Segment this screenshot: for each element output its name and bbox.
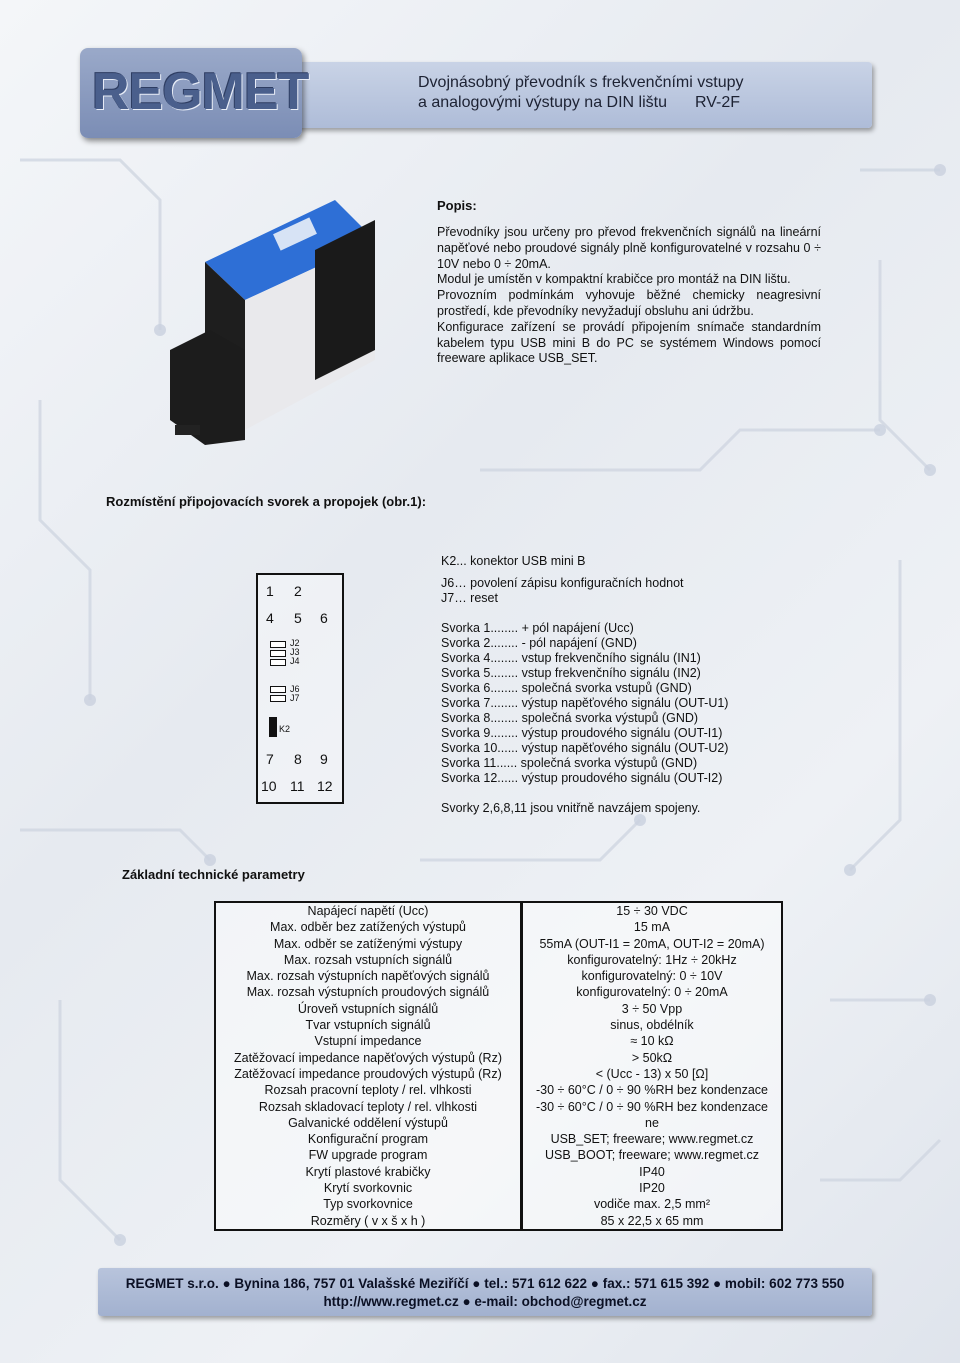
spec-value: 15 ÷ 30 VDC <box>616 904 688 918</box>
terminal-label: 6 <box>320 610 328 626</box>
spec-value: 55mA (OUT-I1 = 20mA, OUT-I2 = 20mA) <box>539 936 765 951</box>
jumper-label: J3 <box>290 647 300 657</box>
terminal-label: 10 <box>261 778 277 794</box>
legend-item: Svorka 10...... výstup napěťového signálu (OUT-U2) <box>441 741 729 755</box>
spec-label: Zatěžovací impedance napěťových výstupů (Rz) <box>215 1050 522 1066</box>
spec-row <box>215 1196 782 1212</box>
spec-label: Krytí plastové krabičky <box>215 1164 522 1180</box>
legend-item: Svorka 12...... výstup proudového signálu (OUT-I2) <box>441 771 723 785</box>
spec-label: Max. rozsah výstupních proudových signálů <box>215 984 522 1000</box>
terminal-label: 8 <box>294 751 302 767</box>
spec-value: 3 ÷ 50 Vpp <box>621 1001 683 1016</box>
footer-contact: REGMET s.r.o. ● Bynina 186, 757 01 Valašské Meziříčí ● tel.: 571 612 622 ● fax.: 571 615 392 ● mobil: 602 773 550 <box>125 1276 845 1291</box>
legend-item: Svorka 2........ - pól napájení (GND) <box>441 636 637 650</box>
terminal-label: 11 <box>290 778 305 794</box>
spec-value: USB_BOOT; freeware; www.regmet.cz <box>545 1148 759 1163</box>
spec-row <box>215 1033 782 1049</box>
product-image <box>165 190 390 450</box>
spec-label: Rozměry ( v x š x h ) <box>215 1213 522 1230</box>
spec-label: FW upgrade program <box>215 1147 522 1163</box>
description-paragraph: Provozním podmínkám vyhovuje běžné chemicky neagresivní prostředí, kde převodníky nevyžadují obsluhu ani údržbu. <box>437 288 821 318</box>
spec-row <box>215 1147 782 1163</box>
jumper-label: J6 <box>290 684 300 694</box>
legend-item: Svorka 5........ vstup frekvenčního signálu (IN2) <box>441 666 701 680</box>
legend-item: Svorka 9........ výstup proudového signálu (OUT-I1) <box>441 726 723 740</box>
legend-item: Svorka 11...... společná svorka výstupů (GND) <box>441 756 698 770</box>
description-paragraph: Modul je umístěn v kompaktní krabičce pro montáž na DIN lištu. <box>437 272 791 287</box>
legend-item: J7… reset <box>441 591 498 605</box>
spec-row <box>215 1066 782 1082</box>
spec-label: Typ svorkovnice <box>215 1196 522 1212</box>
legend-item: Svorka 1........ + pól napájení (Ucc) <box>441 621 634 635</box>
description-paragraph: Převodníky jsou určeny pro převod frekvenčních signálů na lineární napěťové nebo proudové signály plně konfigurovatelné v rozsahu 0 ÷ 10V nebo 0 ÷ 20mA. <box>437 225 821 271</box>
spec-value: konfigurovatelný: 0 ÷ 10V <box>581 969 723 984</box>
spec-label: Vstupní impedance <box>215 1033 522 1049</box>
jumper-label: J7 <box>290 693 300 703</box>
document-title <box>418 73 743 113</box>
spec-value: USB_SET; freeware; www.regmet.cz <box>550 1132 754 1147</box>
spec-label: Max. rozsah výstupních napěťových signálů <box>215 968 522 984</box>
jumper-j4 <box>270 659 286 666</box>
spec-row <box>215 1180 782 1196</box>
spec-label: Napájecí napětí (Ucc) <box>215 902 522 919</box>
spec-label: Max. odběr bez zatížených výstupů <box>215 919 522 935</box>
spec-value: ≈ 10 kΩ <box>630 1034 674 1049</box>
spec-row <box>215 1131 782 1147</box>
spec-value: > 50kΩ <box>631 1050 673 1065</box>
jumper-j6 <box>270 686 286 693</box>
spec-row <box>215 984 782 1000</box>
spec-value: -30 ÷ 60°C / 0 ÷ 90 %RH bez kondenzace <box>535 1083 769 1098</box>
spec-row <box>215 1050 782 1066</box>
spec-value: 15 mA <box>633 920 671 935</box>
footer-bar <box>98 1268 872 1316</box>
title-line-2: a analogovými výstupy na DIN lištu <box>418 94 667 111</box>
spec-value: < (Ucc - 13) x 50 [Ω] <box>595 1066 709 1081</box>
spec-label: Rozsah skladovací teploty / rel. vlhkosti <box>215 1099 522 1115</box>
spec-value: ne <box>645 1115 659 1130</box>
usb-connector-k2 <box>269 717 277 737</box>
spec-value: vodiče max. 2,5 mm² <box>593 1197 710 1212</box>
spec-row <box>215 1017 782 1033</box>
terminal-label: 5 <box>294 610 302 626</box>
terminal-label: 2 <box>294 583 302 599</box>
terminal-diagram <box>256 573 344 804</box>
jumper-label: J4 <box>290 656 300 666</box>
footer-web: http://www.regmet.cz ● e-mail: obchod@regmet.cz <box>323 1294 647 1309</box>
title-line-1: Dvojnásobný převodník s frekvenčními vstupy <box>418 74 744 91</box>
legend-item: Svorka 8........ společná svorka výstupů (GND) <box>441 711 699 725</box>
spec-value: sinus, obdélník <box>610 1018 694 1033</box>
legend-item: Svorka 4........ vstup frekvenčního signálu (IN1) <box>441 651 701 665</box>
spec-row <box>215 1001 782 1017</box>
spec-row <box>215 1082 782 1098</box>
model-code: RV-2F <box>695 94 741 111</box>
terminal-label: 9 <box>320 751 328 767</box>
spec-value: IP20 <box>639 1181 665 1196</box>
spec-row <box>215 919 782 935</box>
spec-value: konfigurovatelný: 0 ÷ 20mA <box>576 985 728 1000</box>
spec-label: Rozsah pracovní teploty / rel. vlhkosti <box>215 1082 522 1098</box>
jumper-j7 <box>270 695 286 702</box>
spec-label: Zatěžovací impedance proudových výstupů (Rz) <box>215 1066 522 1082</box>
spec-row <box>215 1213 782 1230</box>
terminal-label: 12 <box>317 778 333 794</box>
spec-value: IP40 <box>639 1164 665 1179</box>
spec-label: Tvar vstupních signálů <box>215 1017 522 1033</box>
terminal-label: 7 <box>266 751 274 767</box>
spec-row <box>215 936 782 952</box>
specs-table <box>214 901 783 1231</box>
spec-row <box>215 968 782 984</box>
spec-row <box>215 952 782 968</box>
spec-label: Krytí svorkovnic <box>215 1180 522 1196</box>
terminal-label: 4 <box>266 610 274 626</box>
spec-row <box>215 1164 782 1180</box>
spec-label: Úroveň vstupních signálů <box>215 1001 522 1017</box>
spec-label: Max. rozsah vstupních signálů <box>215 952 522 968</box>
specs-heading: Základní technické parametry <box>122 867 305 882</box>
description-paragraph: Konfigurace zařízení se provádí připojením snímače standardním kabelem typu USB mini B do PC se systémem Windows pomocí freeware aplikace USB_SET. <box>437 319 821 366</box>
jumper-j3 <box>270 650 286 657</box>
jumper-j2 <box>270 641 286 648</box>
logo-text: REGMET <box>92 63 309 121</box>
legend-item: K2... konektor USB mini B <box>441 554 586 568</box>
legend-note: Svorky 2,6,8,11 jsou vnitřně navzájem spojeny. <box>441 801 701 815</box>
legend-item: J6… povolení zápisu konfiguračních hodnot <box>441 576 684 590</box>
connections-heading: Rozmístění připojovacích svorek a propojek (obr.1): <box>106 494 427 509</box>
spec-row <box>215 902 782 919</box>
spec-value: konfigurovatelný: 1Hz ÷ 20kHz <box>567 952 737 967</box>
spec-label: Max. odběr se zatíženými výstupy <box>215 936 522 952</box>
legend-item: Svorka 6........ společná svorka vstupů (GND) <box>441 681 692 695</box>
spec-value: 85 x 22,5 x 65 mm <box>600 1213 704 1228</box>
spec-row <box>215 1115 782 1131</box>
connector-label: K2 <box>279 724 291 734</box>
spec-value: -30 ÷ 60°C / 0 ÷ 90 %RH bez kondenzace <box>535 1099 769 1114</box>
description-heading: Popis: <box>437 198 477 213</box>
spec-label: Galvanické oddělení výstupů <box>215 1115 522 1131</box>
description-text <box>437 225 821 367</box>
legend-item: Svorka 7........ výstup napěťového signálu (OUT-U1) <box>441 696 729 710</box>
spec-label: Konfigurační program <box>215 1131 522 1147</box>
terminal-label: 1 <box>266 583 274 599</box>
jumper-label: J2 <box>290 638 300 648</box>
spec-row <box>215 1099 782 1115</box>
